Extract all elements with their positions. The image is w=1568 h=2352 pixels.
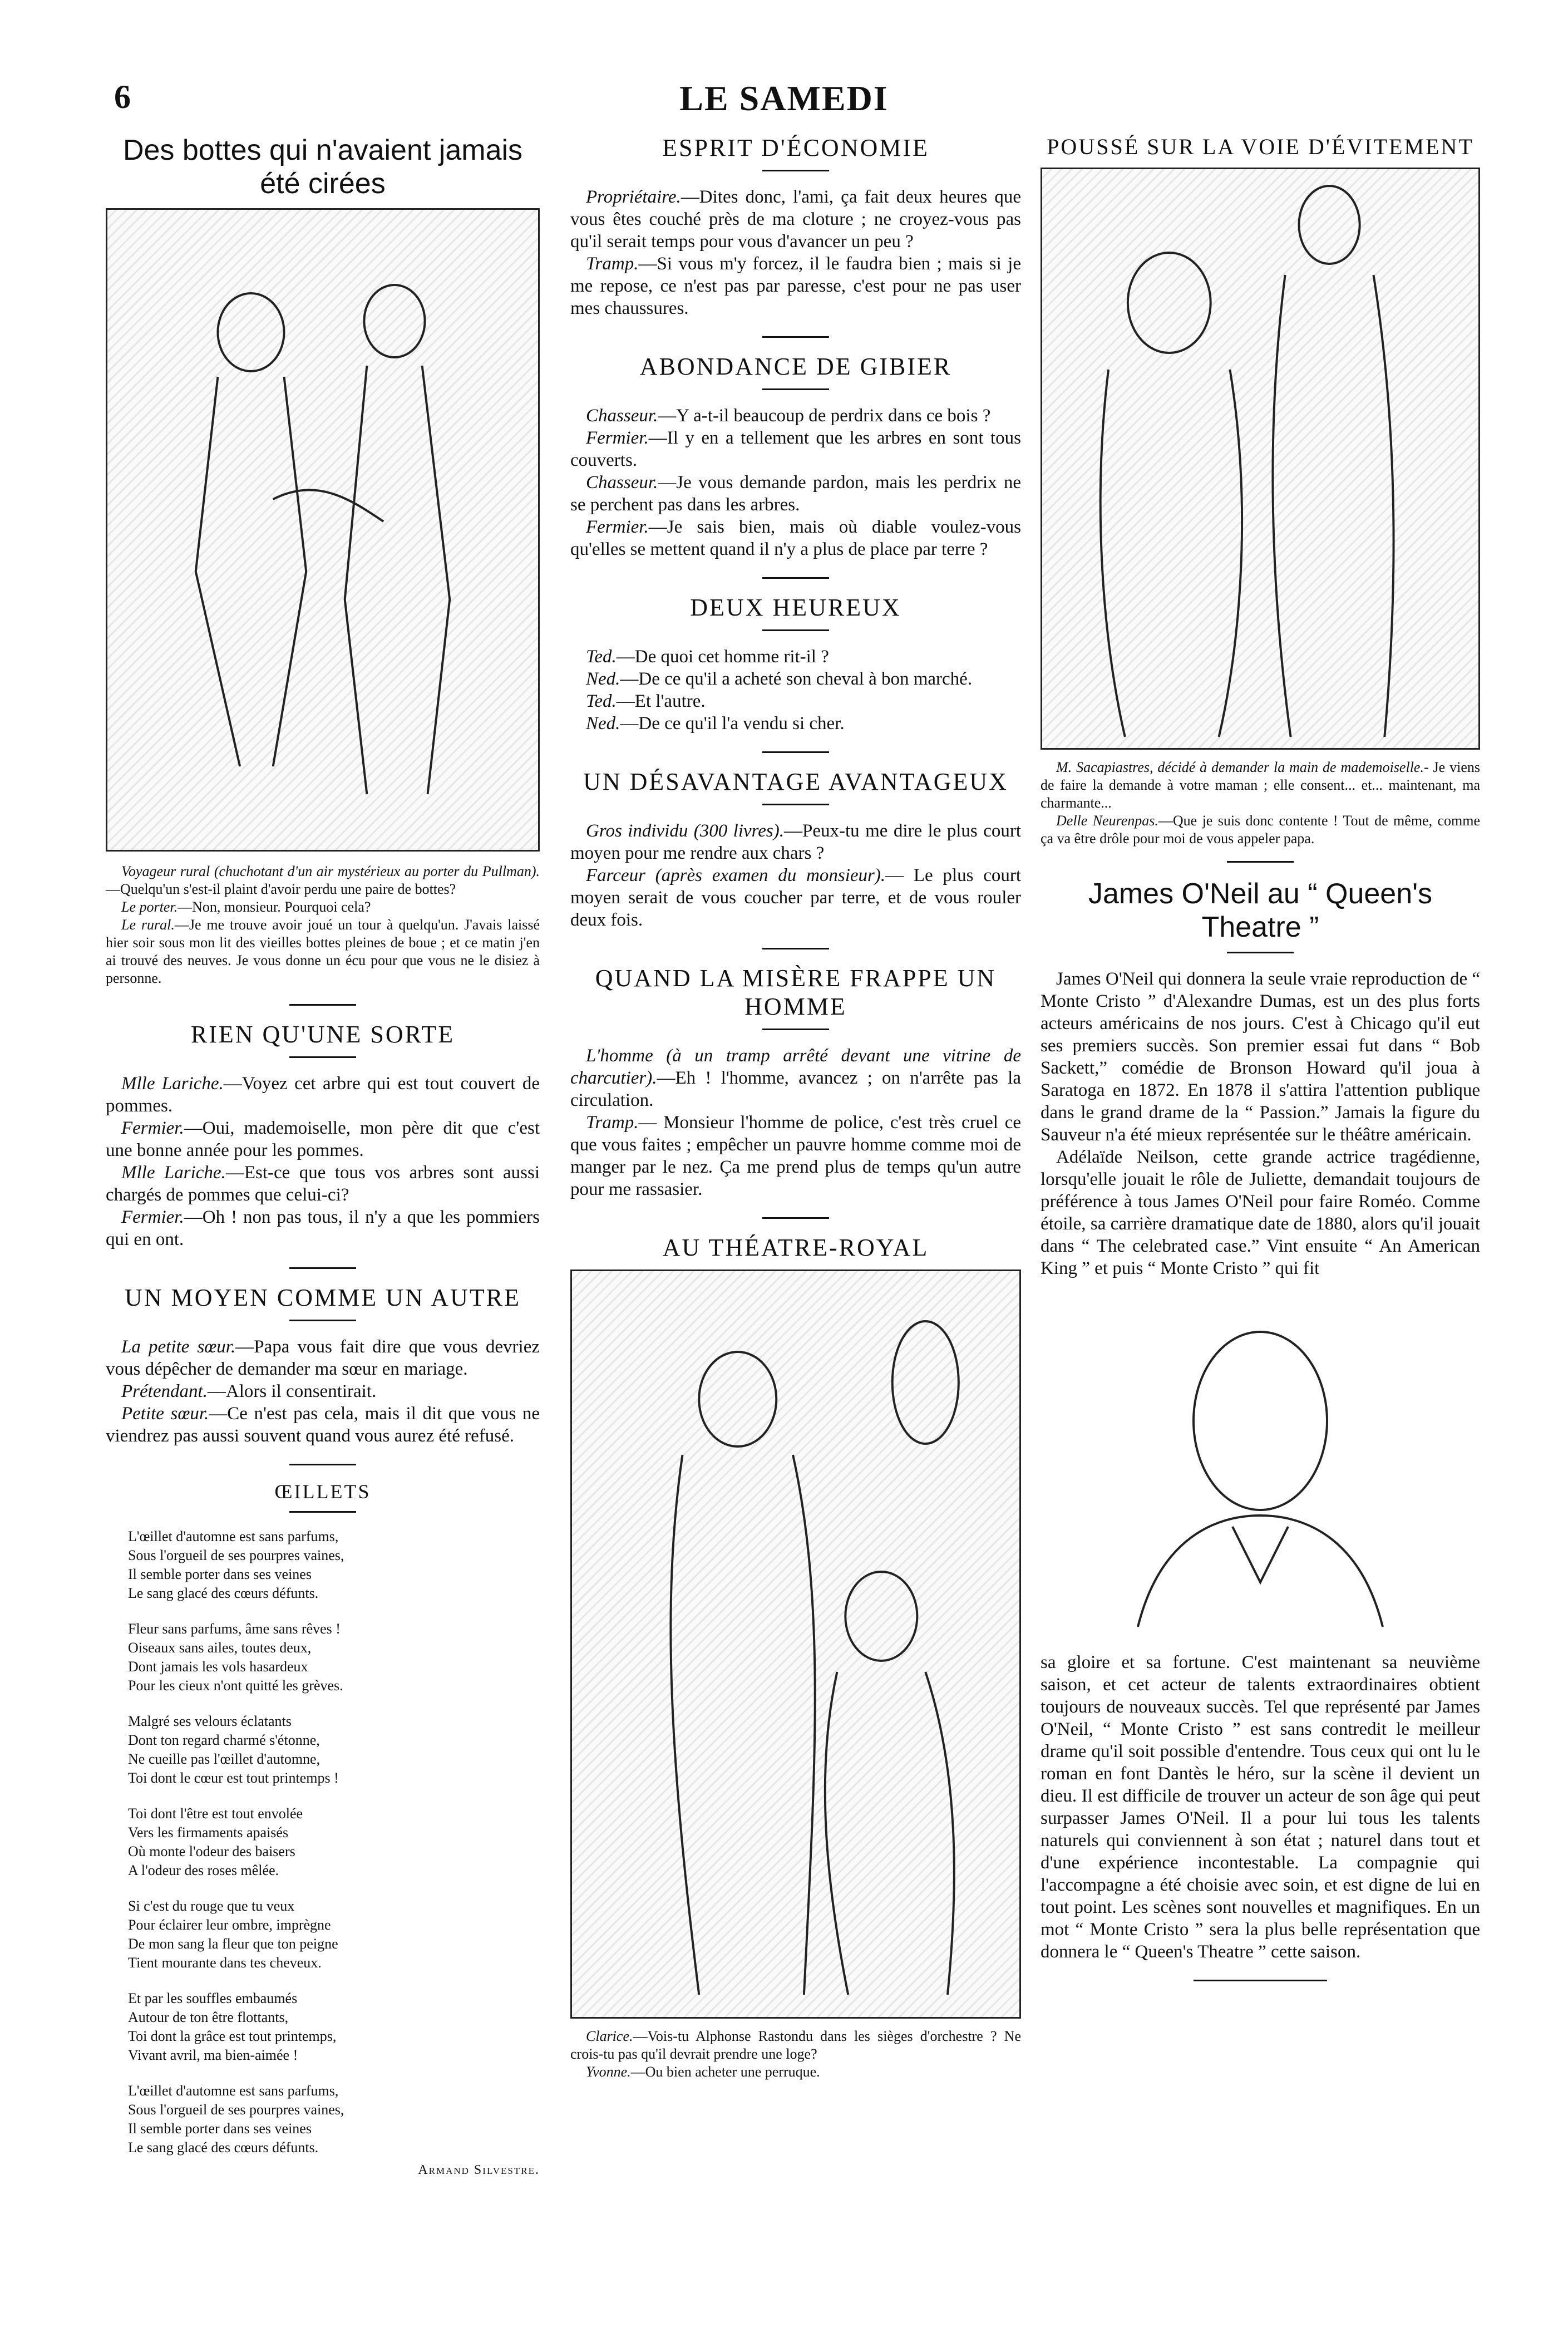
bottes-caption-line: Le rural.—Je me trouve avoir joué un tour à quelqu'un. J'avais laissé hier soir sous mon lit des vieilles bottes pleines de boue ; et ce matin j'en ai trouvé des neuves. Je vous donne un écu pour que vous ne le disiez à personne. [106, 917, 540, 986]
column-2 [570, 134, 1021, 2081]
divider [762, 388, 829, 390]
divider [1194, 1980, 1327, 1981]
poem-stanza: Toi dont l'être est tout envolée Vers les firmaments apaisés Où monte l'odeur des baisers A l'odeur des roses mêlée. [128, 1805, 303, 1878]
poem-stanza: Et par les souffles embaumés Autour de ton être flottants, Toi dont la grâce est tout printemps, Vivant avril, ma bien-aimée ! [128, 1990, 337, 2063]
poem-stanza: Fleur sans parfums, âme sans rêves ! Oiseaux sans ailes, toutes deux, Dont jamais les vols hasardeux Pour les cieux n'ont quitté les grèves. [128, 1621, 343, 1694]
masthead: LE SAMEDI [679, 78, 889, 118]
oeillets-poem [128, 1527, 540, 2157]
dialogue-line: Farceur (après examen du monsieur).— Le plus court moyen serait de vous coucher par terre, et de vous rouler deux fois. [570, 865, 1021, 930]
bottes-caption-line: Voyageur rural (chuchotant d'un air mystérieux au porter du Pullman).—Quelqu'un s'est-il plaint d'avoir perdu une paire de bottes? [106, 863, 540, 897]
dialogue-line: Fermier.—Il y en a tellement que les arbres en sont tous couverts. [570, 428, 1021, 470]
bottes-title: Des bottes qui n'avaient jamais été cirées [122, 134, 523, 200]
divider [762, 1217, 829, 1219]
bottes-caption-line: Le porter.—Non, monsieur. Pourquoi cela? [121, 899, 371, 915]
theatre-caption-line: Clarice.—Vois-tu Alphonse Rastondu dans les sièges d'orchestre ? Ne crois-tu pas qu'il devrait prendre une loge? [570, 2028, 1021, 2062]
dialogue-line: Gros individu (300 livres).—Peux-tu me dire le plus court moyen pour me rendre aux chars ? [570, 821, 1021, 863]
divider [1227, 861, 1294, 863]
evitement-title: POUSSÉ SUR LA VOIE D'ÉVITEMENT [1047, 134, 1474, 159]
dialogue-line: Petite sœur.—Ce n'est pas cela, mais il dit que vous ne viendrez pas aussi souvent quand vous aurez été refusé. [106, 1404, 540, 1446]
oneil-paragraph: James O'Neil qui donnera la seule vraie reproduction de “ Monte Cristo ” d'Alexandre Dumas, est un des plus forts acteurs américains de nos jours. C'est à Chicago qu'il eut ses premiers succès. Son premier essai fut dans “ Bob Sackett,” comédie de Bronson Howard qu'il joua à Saratoga en 1872. En 1878 il s'attira l'attention publique dans le grand drame de la “ Passion.” Jamais la figure du Sauveur n'a été mieux représentée sur le théâtre américain. [1041, 969, 1480, 1145]
divider [762, 629, 829, 631]
dialogue-line: Prétendant.—Alors il consentirait. [121, 1381, 377, 1401]
oneil-paragraph: sa gloire et sa fortune. C'est maintenant sa neuvième saison, et cet acteur de talents extraordinaires obtient toujours de nouveaux succès. Tel que représenté par James O'Neil, “ Monte Cristo ” est sans contredit le meilleur drame qu'il soit possible d'entendre. Tous ceux qui ont lu le roman en font Dantès le héro, sur la scène il devient un dieu. Il est difficile de trouver un acteur de son âge qui peut surpasser James O'Neil. Il a pour lui tous les talents naturels qui conviennent à son état ; naturel dans tout et d'une expérience incontestable. La compagnie qui l'accompagne a été choisie avec soin, et est digne de lui en tout point. Les scènes sont nouvelles et magnifiques. En un mot “ Monte Cristo ” sera la plus belle représentation que donnera le “ Queen's Theatre ” cette saison. [1041, 1652, 1480, 1962]
divider [289, 1004, 356, 1006]
dialogue-line: Chasseur.—Y a-t-il beaucoup de perdrix dans ce bois ? [586, 406, 991, 426]
dialogue-line: Fermier.—Je sais bien, mais où diable voulez-vous qu'elles se mettent quand il n'y a plus de place par terre ? [570, 517, 1021, 559]
divider [762, 1029, 829, 1030]
economie-title: ESPRIT D'ÉCONOMIE [662, 134, 929, 161]
dialogue-line: L'homme (à un tramp arrêté devant une vitrine de charcutier).—Eh ! l'homme, avancez ; on n'arrête pas la circulation. [570, 1046, 1021, 1110]
evitement-caption-line: M. Sacapiastres, décidé à demander la main de mademoiselle.- Je viens de faire la demande à votre maman ; elle consent... et... maintenant, ma charmante... [1041, 759, 1481, 811]
misere-title: QUAND LA MISÈRE FRAPPE UN HOMME [595, 965, 997, 1020]
oneil-title: James O'Neil au “ Queen's Theatre ” [1088, 878, 1433, 943]
dialogue-line: Propriétaire.—Dites donc, l'ami, ça fait deux heures que vous êtes couché près de ma cloture ; ne croyez-vous pas qu'il serait temps pour vous d'avancer un peu ? [570, 187, 1021, 252]
divider [289, 1056, 356, 1058]
oneil-portrait [1104, 1293, 1416, 1638]
dialogue-line: Tramp.—Si vous m'y forcez, il le faudra bien ; mais si je me repose, ce n'est pas par paresse, c'est pour ne pas user mes chaussures. [570, 254, 1021, 318]
heureux-title: DEUX HEUREUX [690, 594, 901, 621]
divider [762, 577, 829, 579]
oneil-paragraph: Adélaïde Neilson, cette grande actrice tragédienne, lorsqu'elle jouait le rôle de Juliette, demandait toujours de préférence à tous James O'Neil pour faire Roméo. Comme étoile, sa carrière dramatique date de 1880, alors qu'il jouait dans “ The celebrated case.” Vint ensuite “ An American King ” et puis “ Monte Cristo ” qui fit [1041, 1147, 1480, 1278]
theatre-royal-illustration [570, 1270, 1021, 2019]
divider [762, 804, 829, 805]
evitement-illustration [1041, 168, 1480, 750]
poem-stanza: Malgré ses velours éclatants Dont ton regard charmé s'étonne, Ne cueille pas l'œillet d'automne, Toi dont le cœur est tout printemps ! [128, 1713, 339, 1786]
poem-stanza: L'œillet d'automne est sans parfums, Sous l'orgueil de ses pourpres vaines, Il semble porter dans ses veines Le sang glacé des cœurs défunts. [128, 2083, 344, 2156]
oeillets-title: ŒILLETS [274, 1480, 371, 1503]
divider [289, 1511, 356, 1513]
dialogue-line: Ted.—De quoi cet homme rit-il ? [586, 647, 829, 667]
poem-signature: Armand Silvestre. [418, 2163, 540, 2177]
moyen-title: UN MOYEN COMME UN AUTRE [125, 1284, 521, 1311]
bottes-illustration [106, 208, 540, 852]
desavantage-title: UN DÉSAVANTAGE AVANTAGEUX [583, 768, 1008, 795]
column-3 [1041, 134, 1480, 1996]
poem-stanza: Si c'est du rouge que tu veux Pour éclairer leur ombre, imprègne De mon sang la fleur que ton peigne Tient mourante dans tes cheveux. [128, 1898, 338, 1971]
dialogue-line: Tramp.— Monsieur l'homme de police, c'est très cruel ce que vous faites ; empêcher un pauvre homme comme moi de manger par le nez. Ça me prend plus de temps qu'un autre pour me rassasier. [570, 1113, 1021, 1199]
rien-title: RIEN QU'UNE SORTE [190, 1021, 455, 1048]
divider [762, 336, 829, 338]
theatre-caption-line: Yvonne.—Ou bien acheter une perruque. [586, 2064, 820, 2080]
page-number: 6 [114, 78, 131, 115]
divider [289, 1464, 356, 1465]
column-1 [106, 134, 540, 2178]
dialogue-line: La petite sœur.—Papa vous fait dire que vous devriez vous dépêcher de demander ma sœur en mariage. [106, 1337, 540, 1379]
divider [289, 1267, 356, 1269]
theatre-royal-title: AU THÉATRE-ROYAL [662, 1234, 929, 1261]
poem-stanza: L'œillet d'automne est sans parfums, Sous l'orgueil de ses pourpres vaines, Il semble porter dans ses veines Le sang glacé des cœurs défunts. [128, 1528, 344, 1601]
dialogue-line: Fermier.—Oui, mademoiselle, mon père dit que c'est une bonne année pour les pommes. [106, 1118, 540, 1160]
divider [1227, 952, 1294, 953]
dialogue-line: Chasseur.—Je vous demande pardon, mais les perdrix ne se perchent pas dans les arbres. [570, 473, 1021, 515]
dialogue-line: Mlle Lariche.—Voyez cet arbre qui est tout couvert de pommes. [106, 1074, 540, 1116]
dialogue-line: Mlle Lariche.—Est-ce que tous vos arbres sont aussi chargés de pommes que celui-ci? [106, 1163, 540, 1205]
dialogue-line: Ned.—De ce qu'il a acheté son cheval à bon marché. [586, 669, 973, 689]
dialogue-line: Fermier.—Oh ! non pas tous, il n'y a que les pommiers qui en ont. [106, 1207, 540, 1249]
gibier-title: ABONDANCE DE GIBIER [639, 353, 952, 380]
divider [289, 1320, 356, 1321]
divider [762, 948, 829, 949]
divider [762, 751, 829, 753]
divider [762, 170, 829, 171]
evitement-caption-line: Delle Neurenpas.—Que je suis donc contente ! Tout de même, comme ça va être drôle pour moi de vous appeler papa. [1041, 813, 1480, 847]
dialogue-line: Ted.—Et l'autre. [586, 691, 706, 711]
dialogue-line: Ned.—De ce qu'il l'a vendu si cher. [586, 714, 845, 734]
